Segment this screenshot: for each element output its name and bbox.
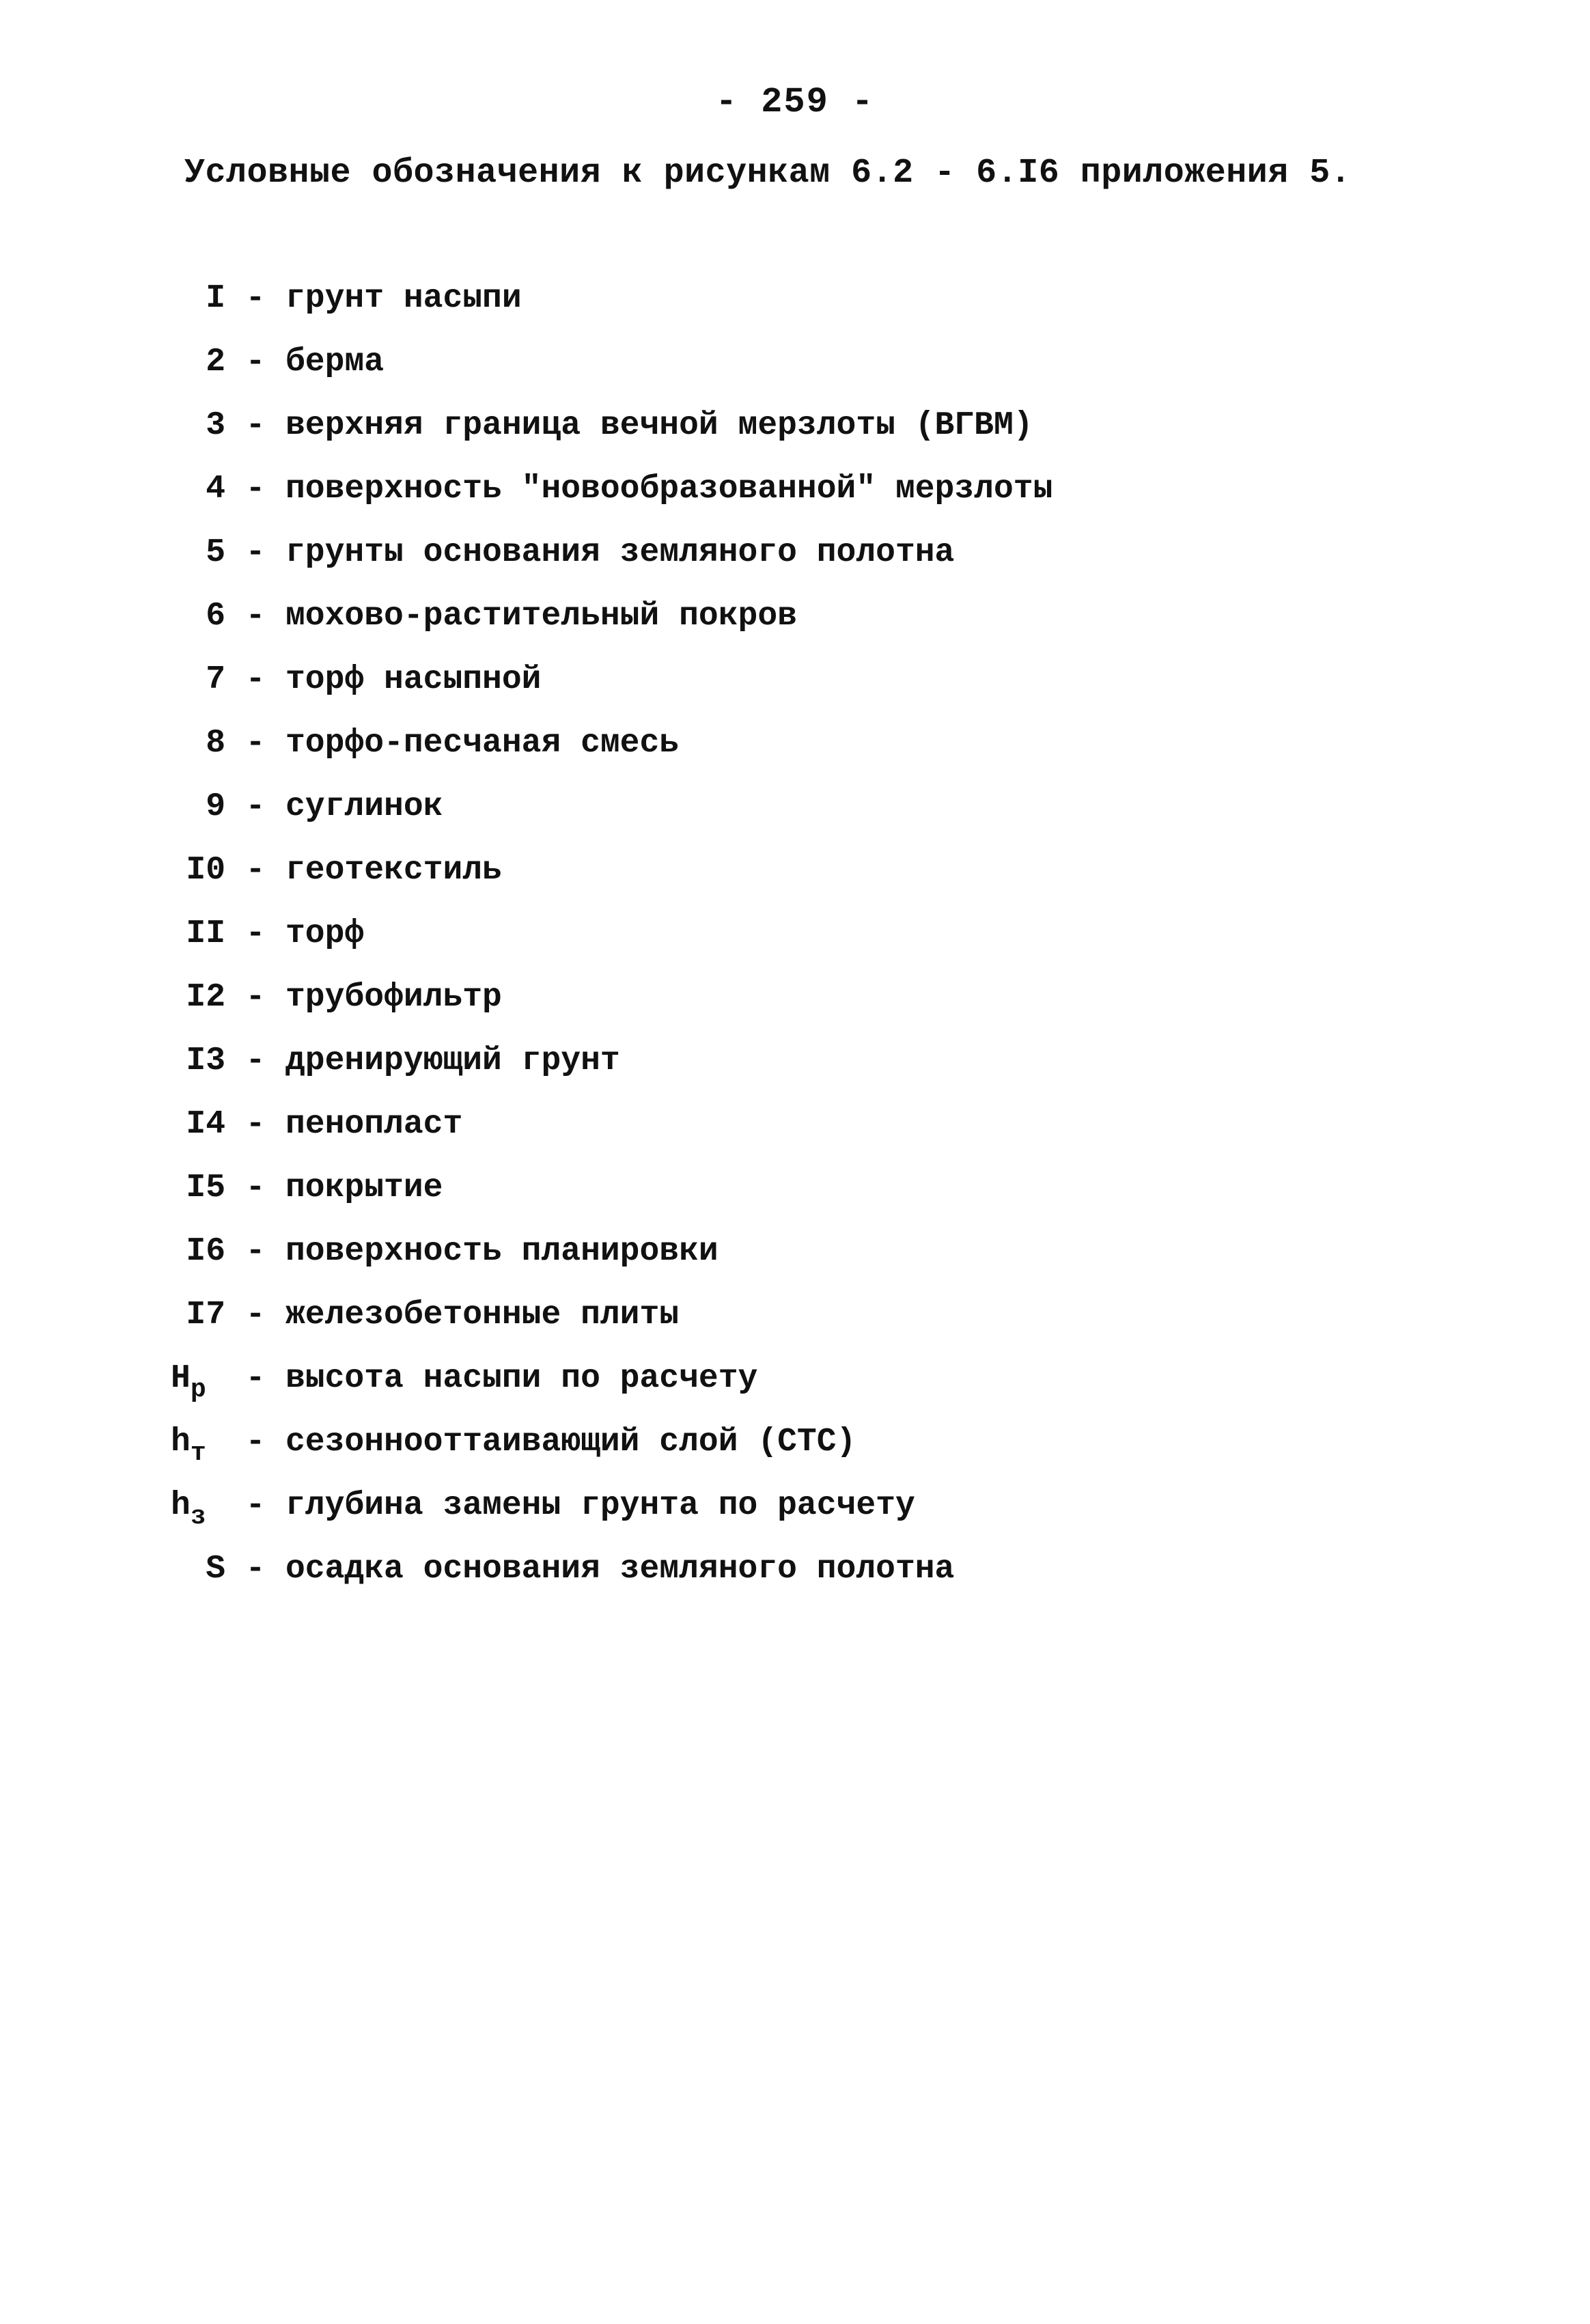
legend-list bbox=[171, 280, 1052, 1614]
legend-description: дренирующий грунт bbox=[285, 1042, 620, 1079]
legend-item bbox=[171, 1297, 1052, 1360]
legend-symbol-main: S bbox=[206, 1551, 225, 1588]
legend-symbol bbox=[171, 534, 225, 571]
legend-heading: Условные обозначения к рисункам 6.2 - 6.I6 приложения 5. bbox=[184, 154, 1352, 193]
legend-symbol-main: 7 bbox=[206, 661, 225, 698]
legend-item bbox=[171, 1551, 1052, 1614]
legend-symbol-main: H bbox=[171, 1360, 191, 1397]
legend-item bbox=[171, 661, 1052, 725]
legend-symbol bbox=[171, 788, 225, 825]
legend-description: высота насыпи по расчету bbox=[285, 1360, 758, 1397]
legend-dash: - bbox=[245, 344, 266, 381]
legend-description: берма bbox=[285, 344, 385, 381]
legend-description: грунт насыпи bbox=[285, 280, 522, 317]
legend-description: осадка основания земляного полотна bbox=[285, 1551, 955, 1588]
legend-symbol-main: 2 bbox=[206, 344, 225, 381]
legend-symbol-main: 5 bbox=[206, 534, 225, 571]
legend-item bbox=[171, 725, 1052, 788]
legend-description: суглинок bbox=[285, 788, 443, 825]
legend-description: верхняя граница вечной мерзлоты (ВГВМ) bbox=[285, 407, 1033, 444]
legend-symbol-main: 9 bbox=[206, 788, 225, 825]
legend-symbol bbox=[171, 1424, 225, 1468]
legend-dash: - bbox=[245, 661, 266, 698]
legend-dash: - bbox=[245, 1042, 266, 1079]
legend-symbol bbox=[171, 344, 225, 381]
legend-symbol bbox=[171, 407, 225, 444]
legend-dash: - bbox=[245, 598, 266, 635]
legend-symbol bbox=[171, 1106, 225, 1143]
legend-description: покрытие bbox=[285, 1170, 443, 1206]
legend-symbol bbox=[171, 725, 225, 762]
legend-symbol bbox=[171, 1487, 225, 1532]
legend-description: глубина замены грунта по расчету bbox=[285, 1487, 915, 1524]
legend-symbol bbox=[171, 1170, 225, 1206]
legend-symbol bbox=[171, 915, 225, 952]
legend-symbol bbox=[171, 1360, 225, 1405]
legend-item bbox=[171, 852, 1052, 915]
legend-item bbox=[171, 1424, 1052, 1487]
legend-description: грунты основания земляного полотна bbox=[285, 534, 955, 571]
legend-dash: - bbox=[245, 725, 266, 762]
legend-dash: - bbox=[245, 407, 266, 444]
legend-symbol-main: I4 bbox=[186, 1106, 225, 1143]
legend-dash: - bbox=[245, 1297, 266, 1333]
legend-item bbox=[171, 598, 1052, 661]
legend-item bbox=[171, 1042, 1052, 1106]
legend-item bbox=[171, 1170, 1052, 1233]
legend-dash: - bbox=[245, 979, 266, 1016]
legend-dash: - bbox=[245, 471, 266, 508]
legend-description: мохово-растительный покров bbox=[285, 598, 797, 635]
legend-dash: - bbox=[245, 915, 266, 952]
legend-symbol bbox=[171, 661, 225, 698]
legend-description: сезоннооттаивающий слой (СТС) bbox=[285, 1424, 856, 1461]
legend-dash: - bbox=[245, 852, 266, 889]
legend-symbol-subscript: з bbox=[190, 1502, 206, 1532]
legend-symbol-subscript: р bbox=[190, 1375, 206, 1405]
legend-symbol bbox=[171, 471, 225, 508]
legend-description: пенопласт bbox=[285, 1106, 463, 1143]
legend-symbol-main: II bbox=[186, 915, 225, 952]
legend-symbol bbox=[171, 852, 225, 889]
legend-dash: - bbox=[245, 1106, 266, 1143]
legend-item bbox=[171, 1106, 1052, 1170]
legend-item bbox=[171, 471, 1052, 534]
legend-symbol bbox=[171, 979, 225, 1016]
legend-item bbox=[171, 280, 1052, 344]
legend-symbol-main: 6 bbox=[206, 598, 225, 635]
legend-item bbox=[171, 979, 1052, 1042]
legend-dash: - bbox=[245, 1424, 266, 1461]
legend-symbol-main: I6 bbox=[186, 1233, 225, 1270]
legend-description: железобетонные плиты bbox=[285, 1297, 680, 1333]
legend-symbol-main: 8 bbox=[206, 725, 225, 762]
legend-dash: - bbox=[245, 1170, 266, 1206]
legend-item bbox=[171, 344, 1052, 407]
legend-item bbox=[171, 1487, 1052, 1551]
legend-description: поверхность планировки bbox=[285, 1233, 719, 1270]
legend-dash: - bbox=[245, 1233, 266, 1270]
legend-description: торф bbox=[285, 915, 365, 952]
legend-symbol-main: I0 bbox=[186, 852, 225, 889]
legend-symbol bbox=[171, 1233, 225, 1270]
legend-symbol-main: h bbox=[171, 1487, 191, 1524]
legend-symbol-main: 3 bbox=[206, 407, 225, 444]
legend-symbol bbox=[171, 1551, 225, 1588]
legend-item bbox=[171, 407, 1052, 471]
legend-item bbox=[171, 915, 1052, 979]
legend-dash: - bbox=[245, 1487, 266, 1524]
legend-description: геотекстиль bbox=[285, 852, 502, 889]
legend-description: трубофильтр bbox=[285, 979, 502, 1016]
legend-symbol-subscript: т bbox=[190, 1439, 206, 1468]
legend-symbol-main: I5 bbox=[186, 1170, 225, 1206]
legend-dash: - bbox=[245, 280, 266, 317]
legend-dash: - bbox=[245, 788, 266, 825]
legend-symbol bbox=[171, 598, 225, 635]
page-number: - 259 - bbox=[715, 82, 875, 122]
legend-symbol-main: I7 bbox=[186, 1297, 225, 1333]
legend-symbol-main: I bbox=[206, 280, 225, 317]
legend-item bbox=[171, 1233, 1052, 1297]
legend-symbol-main: I2 bbox=[186, 979, 225, 1016]
legend-item bbox=[171, 1360, 1052, 1424]
legend-dash: - bbox=[245, 534, 266, 571]
legend-dash: - bbox=[245, 1360, 266, 1397]
legend-symbol bbox=[171, 1297, 225, 1333]
legend-description: торф насыпной bbox=[285, 661, 542, 698]
legend-item bbox=[171, 534, 1052, 598]
legend-dash: - bbox=[245, 1551, 266, 1588]
legend-description: поверхность "новообразованной" мерзлоты bbox=[285, 471, 1053, 508]
legend-item bbox=[171, 788, 1052, 852]
legend-symbol-main: 4 bbox=[206, 471, 225, 508]
legend-symbol bbox=[171, 1042, 225, 1079]
legend-symbol-main: h bbox=[171, 1424, 191, 1461]
legend-symbol bbox=[171, 280, 225, 317]
legend-description: торфо-песчаная смесь bbox=[285, 725, 680, 762]
legend-symbol-main: I3 bbox=[186, 1042, 225, 1079]
